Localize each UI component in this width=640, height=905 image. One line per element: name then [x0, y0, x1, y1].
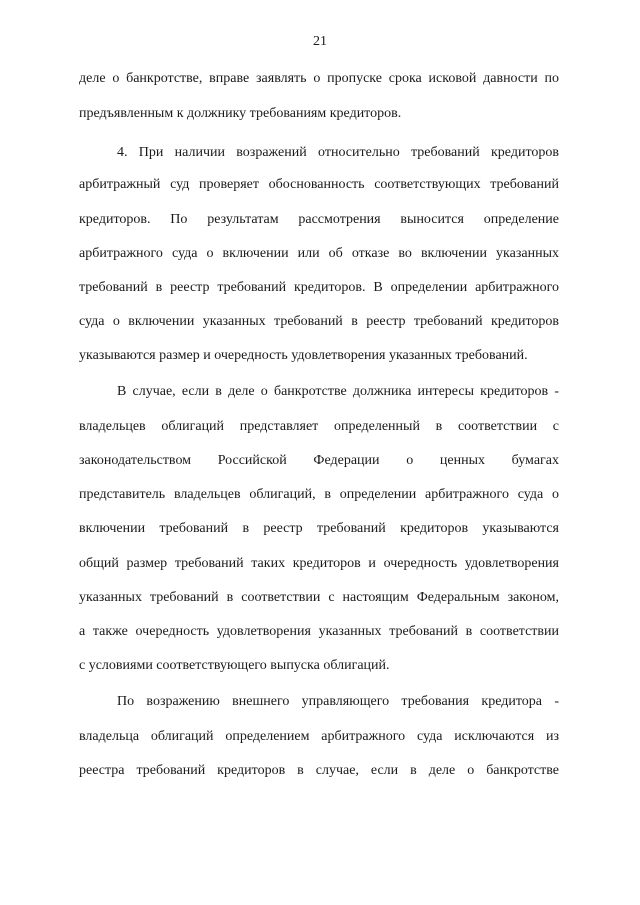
- text-line: с условиями соответствующего выпуска облигаций.: [79, 658, 390, 673]
- text-line: указанных требований в соответствии с настоящим Федеральным законом,: [79, 590, 559, 605]
- text-line: предъявленным к должнику требованиям кредиторов.: [79, 106, 402, 121]
- text-line: законодательством Российской Федерации о ценных бумагах: [79, 453, 559, 468]
- paragraph-first-line: В случае, если в деле о банкротстве должника интересы кредиторов -: [117, 384, 559, 399]
- text-line: реестра требований кредиторов в случае, если в деле о банкротстве: [79, 763, 559, 778]
- text-line: владельцев облигаций представляет определенный в соответствии с: [79, 419, 559, 434]
- text-line: владельца облигаций определением арбитражного суда исключаются из: [79, 729, 559, 744]
- text-line: арбитражный суд проверяет обоснованность соответствующих требований: [79, 177, 559, 192]
- text-line: а также очередность удовлетворения указанных требований в соответствии: [79, 624, 559, 639]
- text-line: деле о банкротстве, вправе заявлять о пропуске срока исковой давности по: [79, 71, 559, 86]
- text-line: кредиторов. По результатам рассмотрения выносится определение: [79, 212, 559, 227]
- text-line: включении требований в реестр требований кредиторов указываются: [79, 521, 559, 536]
- text-line: требований в реестр требований кредиторов. В определении арбитражного: [79, 280, 559, 295]
- paragraph-first-line: По возражению внешнего управляющего требования кредитора -: [117, 694, 559, 709]
- text-line: представитель владельцев облигаций, в определении арбитражного суда о: [79, 487, 559, 502]
- text-line: общий размер требований таких кредиторов и очередность удовлетворения: [79, 556, 559, 571]
- text-line: суда о включении указанных требований в реестр требований кредиторов: [79, 314, 559, 329]
- text-line: указываются размер и очередность удовлетворения указанных требований.: [79, 348, 528, 363]
- text-line: арбитражного суда о включении или об отказе во включении указанных: [79, 246, 559, 261]
- paragraph-first-line: 4. При наличии возражений относительно требований кредиторов: [117, 145, 559, 160]
- page-number: 21: [313, 34, 327, 49]
